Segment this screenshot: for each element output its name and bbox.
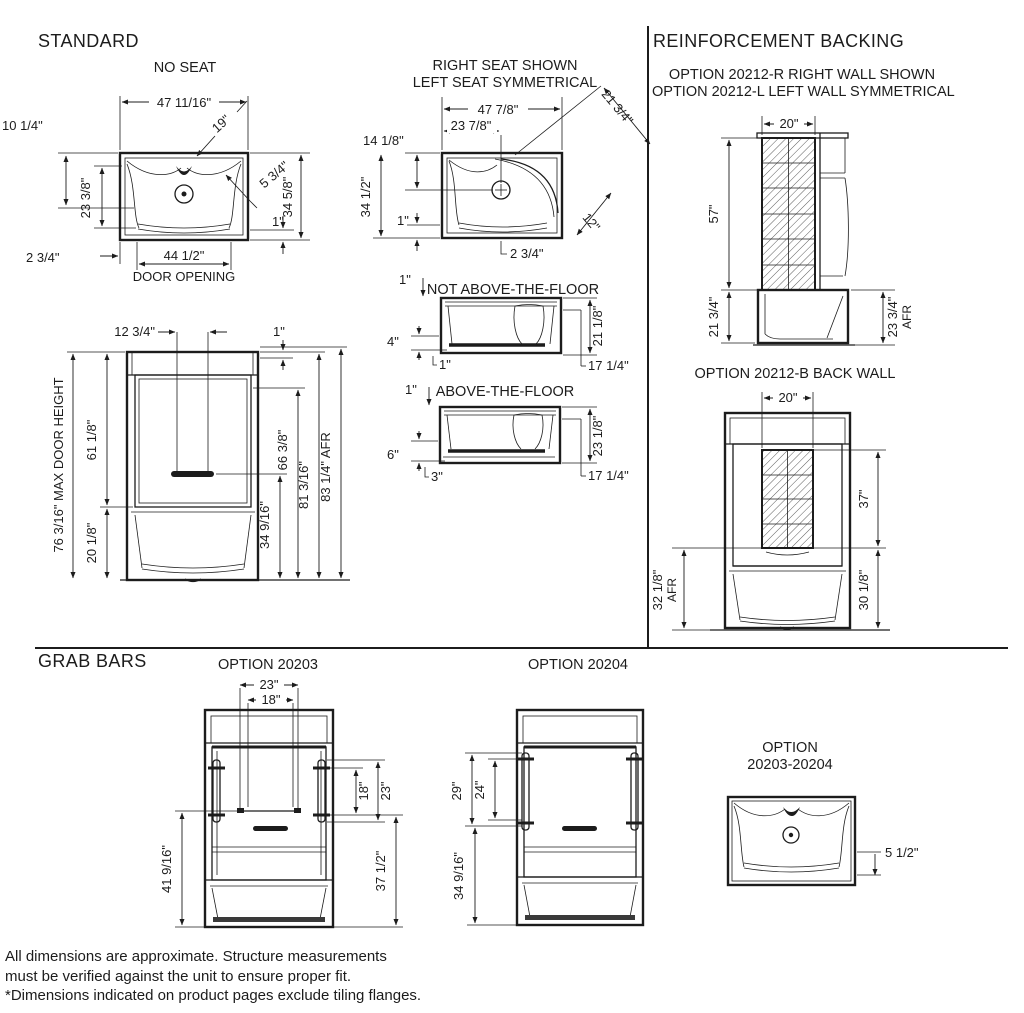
- dim-label: 14 1/8": [363, 133, 404, 148]
- option-combo-dimensions: [857, 845, 919, 875]
- back-wall-drawing: [650, 362, 1020, 652]
- dim-label: 19": [208, 111, 234, 136]
- tub-section-outline: [441, 298, 561, 353]
- dim-label: 18": [356, 781, 371, 801]
- dim-label: 5 1/2": [885, 845, 919, 860]
- right-wall-title-line1: OPTION 20212-R RIGHT WALL SHOWN: [668, 67, 936, 83]
- dim-label: 1": [405, 382, 417, 397]
- footnote: [5, 947, 421, 1006]
- dim-label: AFR: [900, 305, 914, 329]
- right-seat-pan-outline: [442, 153, 562, 238]
- dim-label: 23": [378, 781, 393, 801]
- dim-label: 12": [579, 209, 604, 235]
- dim-label: 1": [397, 213, 409, 228]
- front-elevation-drawing: [25, 300, 380, 615]
- dim-label: 2 3/4": [26, 250, 60, 265]
- no-seat-pan-outline: [120, 153, 248, 240]
- dim-label: 66 3/8": [275, 429, 290, 471]
- dim-label: 21 3/4": [706, 296, 721, 338]
- dim-label: 23 3/8": [78, 177, 93, 219]
- dim-label: 20": [778, 390, 798, 405]
- dim-label: 1": [272, 214, 284, 229]
- dim-label: 30 1/8": [856, 569, 871, 611]
- right-wall-title: [652, 67, 955, 101]
- dim-label: 1": [439, 357, 451, 372]
- dim-label: 4": [387, 334, 399, 349]
- no-seat-drawing: [0, 78, 340, 293]
- dim-label: 29": [449, 781, 464, 801]
- dim-label: 23 1/8": [590, 415, 605, 457]
- no-seat-title: NO SEAT: [153, 60, 217, 76]
- tub-section-outline: [440, 407, 560, 463]
- footnote-line: *Dimensions indicated on product pages exclude tiling flanges.: [5, 987, 422, 1004]
- above-floor-title: ABOVE-THE-FLOOR: [435, 384, 575, 400]
- dim-label: 23": [259, 677, 279, 692]
- dim-label: 23 3/4": [885, 296, 900, 338]
- dim-label: 37 1/2": [373, 850, 388, 892]
- dim-label: 24": [472, 780, 487, 800]
- dim-label: 57": [706, 204, 721, 224]
- dim-label: 37": [856, 489, 871, 509]
- dim-label: 41 9/16": [159, 845, 174, 893]
- option-combo-title-line1: OPTION: [762, 740, 818, 756]
- option-20203-drawing: [155, 655, 410, 955]
- option-20204-dimensions: [449, 753, 522, 925]
- dim-label: 2 3/4": [510, 246, 544, 261]
- dim-label: 34 1/2": [358, 176, 373, 218]
- no-seat-dimensions: [2, 94, 310, 284]
- above-floor-drawing: [385, 375, 640, 497]
- right-seat-title-line1: RIGHT SEAT SHOWN: [432, 58, 578, 74]
- right-seat-title-line2: LEFT SEAT SYMMETRICAL: [412, 75, 598, 91]
- dim-label: 3": [431, 469, 443, 484]
- dim-label: 44 1/2": [163, 248, 205, 263]
- option-20204-drawing: [425, 655, 710, 955]
- option-combo-title-line2: 20203-20204: [747, 757, 833, 773]
- dim-label: 34 9/16": [257, 501, 272, 549]
- right-wall-drawing: [655, 98, 1020, 363]
- right-seat-drawing: [355, 55, 655, 295]
- section-title-grab-bars: GRAB BARS: [38, 651, 147, 671]
- right-wall-outline: [753, 133, 855, 345]
- dim-label: 18": [261, 692, 281, 707]
- dim-label: AFR: [665, 578, 679, 602]
- dim-label: 17 1/4": [588, 468, 629, 483]
- unit-outline: [517, 710, 643, 925]
- not-above-floor-title: NOT ABOVE-THE-FLOOR: [426, 282, 600, 298]
- option-combo-drawing: [705, 733, 1005, 913]
- section-title-standard: STANDARD: [38, 31, 139, 51]
- dim-label: 32 1/8": [650, 569, 665, 611]
- option-20204-title: OPTION 20204: [528, 657, 628, 673]
- dim-label: 6": [387, 447, 399, 462]
- footnote-line: All dimensions are approximate. Structure measurements: [5, 948, 387, 965]
- elevation-dimensions: [51, 324, 347, 578]
- dim-label: 21 3/4": [598, 86, 637, 128]
- not-above-floor-drawing: [385, 262, 640, 382]
- dim-label: 10 1/4": [2, 118, 43, 133]
- dim-label: 81 3/16": [296, 461, 311, 509]
- dim-label: 21 1/8": [590, 305, 605, 347]
- dim-label: 1": [273, 324, 285, 339]
- option-20203-title: OPTION 20203: [218, 657, 318, 673]
- dim-label: 76 3/16" MAX DOOR HEIGHT: [51, 377, 66, 553]
- right-seat-dimensions: [358, 86, 650, 261]
- dim-label: 12 3/4": [114, 324, 155, 339]
- dim-label: 20 1/8": [84, 522, 99, 564]
- footnote-line: must be verified against the unit to ensure proper fit.: [5, 967, 352, 985]
- unit-outline: [120, 332, 350, 582]
- dim-label: 20": [779, 116, 799, 131]
- section-title-reinforcement: REINFORCEMENT BACKING: [653, 31, 905, 51]
- dim-label: 1": [399, 272, 411, 287]
- dim-label: 83 1/4" AFR: [318, 432, 333, 502]
- right-wall-title-line2: OPTION 20212-L LEFT WALL SYMMETRICAL: [652, 84, 955, 100]
- dim-label: 34 5/8": [280, 176, 295, 218]
- dim-label: 47 11/16": [156, 95, 212, 110]
- dim-label: 34 9/16": [451, 852, 466, 900]
- dim-label: 23 7/8": [450, 118, 492, 133]
- unit-outline: [205, 688, 333, 927]
- dim-label: 47 7/8": [477, 102, 519, 117]
- dim-label: 61 1/8": [84, 419, 99, 461]
- option-20203-dimensions: [159, 677, 403, 927]
- back-wall-title: OPTION 20212-B BACK WALL: [694, 366, 896, 382]
- door-opening-label: DOOR OPENING: [132, 269, 236, 284]
- dim-label: 17 1/4": [588, 358, 629, 373]
- pan-outline: [728, 797, 855, 885]
- dim-label: 5 3/4": [256, 158, 292, 192]
